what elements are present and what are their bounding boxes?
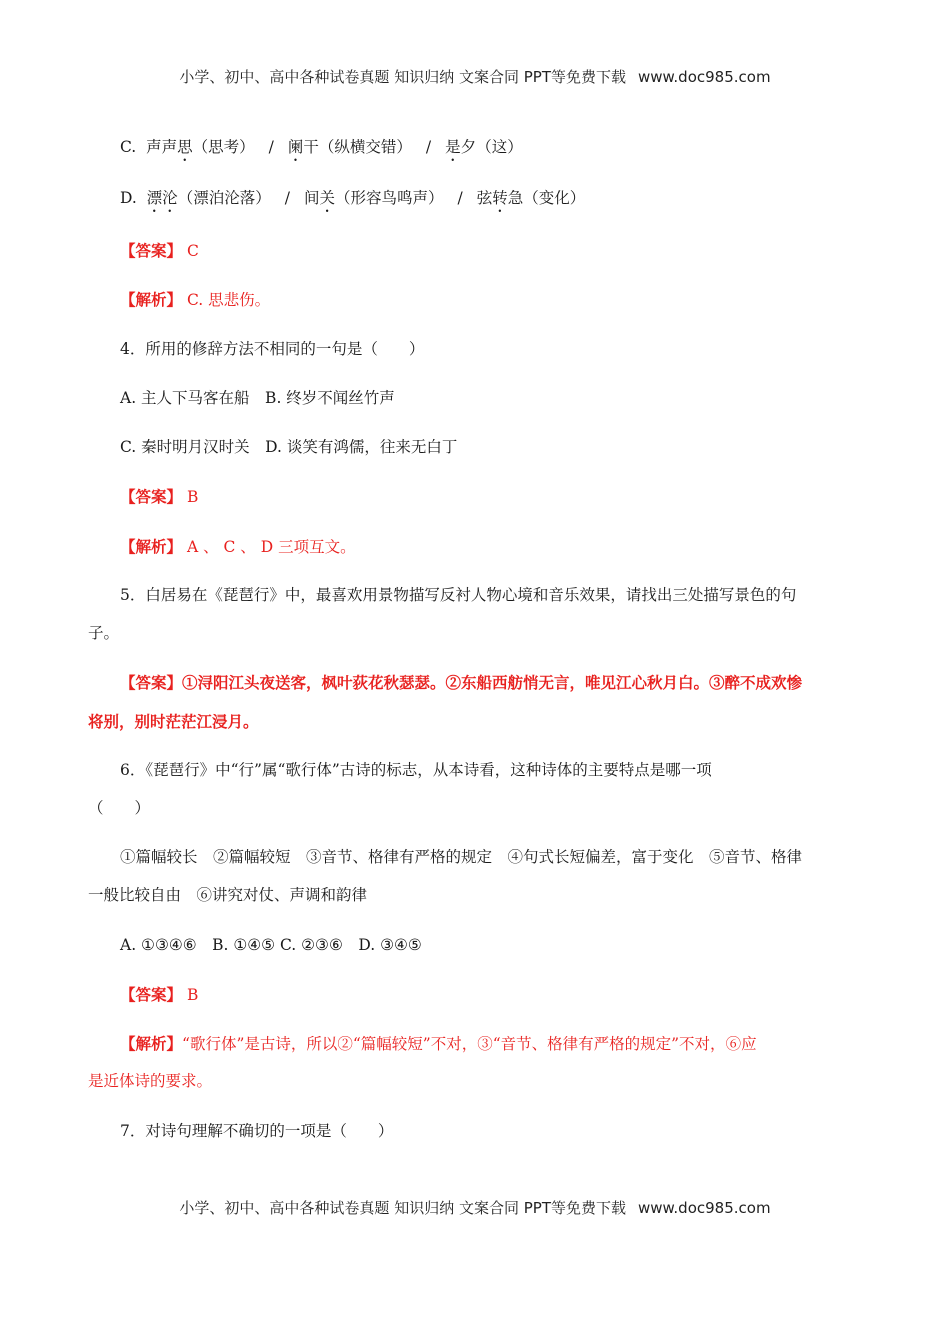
page-footer <box>0 1197 950 1218</box>
page-header <box>0 66 950 87</box>
footer-url[interactable]: www.doc985.com <box>637 1199 771 1217</box>
emphasized-char: 阑 <box>287 138 304 156</box>
q6-analysis: 【解析】“歌行体”是古诗，所以②“篇幅较短”不对，③“音节、格律有严格的规定”不对，⑥应 <box>120 1034 757 1053</box>
header-text: 小学、初中、高中各种试卷真题 知识归纳 文案合同 PPT等免费下载 <box>179 68 626 86</box>
header-url[interactable]: www.doc985.com <box>637 68 771 86</box>
q3-option-d: D. 漂沦（漂泊沦落） / 间关（形容鸟鸣声） / 弦转急（变化） <box>120 189 586 207</box>
footer-text: 小学、初中、高中各种试卷真题 知识归纳 文案合同 PPT等免费下载 <box>179 1199 626 1217</box>
q5-answer: 【答案】①浔阳江头夜送客，枫叶荻花秋瑟瑟。②东船西舫悄无言，唯见江心秋月白。③醉不成欢惨 <box>120 673 803 692</box>
q6-items-cont: 一般比较自由 ⑥讲究对仗、声调和韵律 <box>88 886 368 904</box>
emphasized-char: 漂沦 <box>146 189 178 207</box>
q6-items: ①篇幅较长 ②篇幅较短 ③音节、格律有严格的规定 ④句式长短偏差，富于变化 ⑤音节、格律 <box>120 848 803 866</box>
q3-option-c: C. 声声思（思考） / 阑干（纵横交错） / 是夕（这） <box>120 138 523 156</box>
q4-stem: 4．所用的修辞方法不相同的一句是（ ） <box>120 340 425 358</box>
q7-stem: 7．对诗句理解不确切的一项是（ ） <box>120 1122 394 1140</box>
q6-stem: 6．《琵琶行》中“行”属“歌行体”古诗的标志，从本诗看，这种诗体的主要特点是哪一项 <box>120 761 712 779</box>
q4-answer: 【答案】 B <box>120 487 199 506</box>
emphasized-char: 关 <box>319 189 335 207</box>
q4-options-ab: A. 主人下马客在船 B. 终岁不闻丝竹声 <box>120 389 395 407</box>
q3-answer: 【答案】 C <box>120 241 199 260</box>
q5-stem-cont: 子。 <box>88 624 120 642</box>
emphasized-char: 是 <box>445 138 461 156</box>
emphasized-char: 转 <box>492 189 508 207</box>
q5-answer-cont: 将别，别时茫茫江浸月。 <box>88 712 259 731</box>
q5-stem: 5．白居易在《琵琶行》中，最喜欢用景物描写反衬人物心境和音乐效果，请找出三处描写景色的句 <box>120 586 797 604</box>
q6-options: A. ①③④⑥ B. ①④⑤ C. ②③⑥ D. ③④⑤ <box>120 936 422 954</box>
q3-analysis: 【解析】 C. 思悲伤。 <box>120 290 271 309</box>
q6-analysis-cont: 是近体诗的要求。 <box>88 1072 213 1090</box>
q6-answer: 【答案】 B <box>120 985 199 1004</box>
emphasized-char: 思 <box>177 138 193 156</box>
q6-stem-cont: （ ） <box>88 799 151 817</box>
q4-options-cd: C. 秦时明月汉时关 D. 谈笑有鸿儒，往来无白丁 <box>120 438 458 456</box>
q4-analysis: 【解析】 A 、 C 、 D 三项互文。 <box>120 537 356 556</box>
